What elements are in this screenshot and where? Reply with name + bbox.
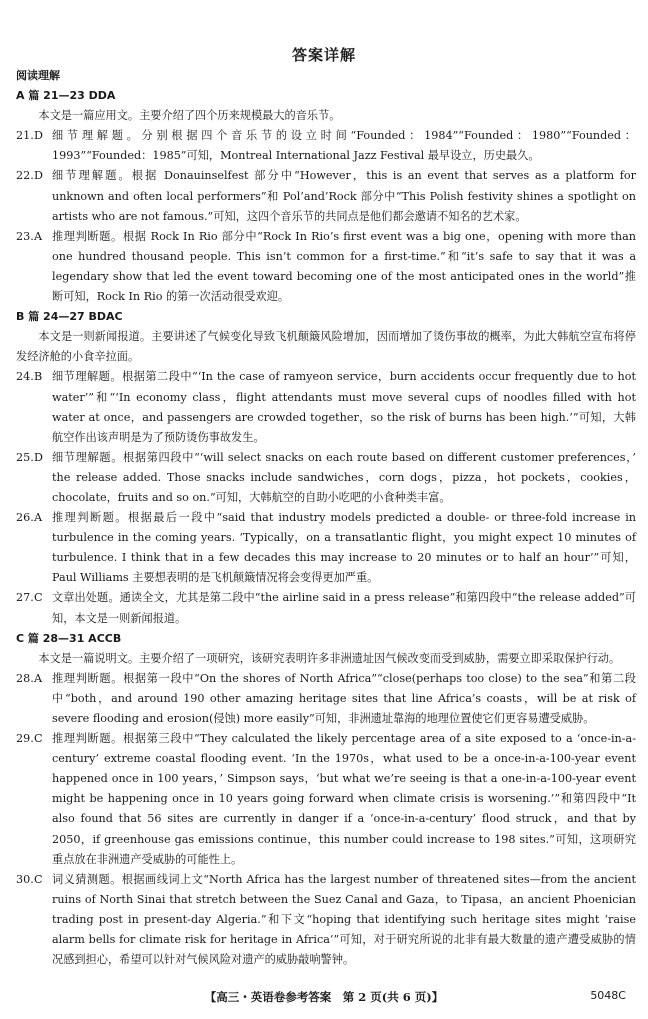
item-number: 27.	[16, 591, 34, 605]
passage-a-header: A 篇 21—23 DDA	[16, 89, 116, 103]
item-explanation: 细节理解题。根据 Donauinselfest 部分中“However，this is an event that serves as a platform for unknown and often local performers”和 Pol’and’Rock 部分中“This Polish festivity shines a spotlight on artists who are not famous.”可知，这四个音乐节的共同点是他们都会邀请不知名的艺术家。	[52, 169, 636, 223]
item-explanation: 推理判断题。根据第三段中“They calculated the likely percentage area of a site exposed to a ‘once-in-a-century’ extreme coastal flooding event. ‘In the 1970s，what used to be a once-in-a-100-year event happened once in 100 years，’ Simpson says，‘but what we’re seeing is that a one-in-a-100-year event might be happening once in 10 years going forward when climate crisis is worsening.’”和第四段中“It also found that 56 sites are currently in danger if a ‘once-in-a-century’ flood struck，and that by 2050，if greenhouse gas emissions continue，this number could increase to 198 sites.”可知，这项研究重点放在非洲遗产受威胁的可能性上。	[52, 732, 636, 866]
passage-b-intro: 本文是一则新闻报道。主要讲述了气候变化导致飞机颠簸风险增加，因而增加了烫伤事故的概率，为此大韩航空宣布将停发经济舱的小食辛拉面。	[16, 330, 636, 364]
item-answer: D	[34, 450, 43, 464]
section-heading: 阅读理解	[16, 69, 60, 82]
passage-c-header: C 篇 28—31 ACCB	[16, 631, 122, 645]
page-content	[16, 66, 636, 970]
footer-code: 5048C	[590, 989, 626, 1002]
answer-item-26	[16, 508, 636, 588]
item-answer: A	[34, 511, 43, 525]
item-answer: C	[34, 732, 43, 746]
item-explanation: 推理判断题。根据第一段中“On the shores of North Africa”“close(perhaps too close) to the sea”和第二段中“both，and around 190 other amazing heritage sites that line Africa’s coasts，will be at risk of severe flooding and erosion(侵蚀) more easily”可知，非洲遗址靠海的地理位置使它们更容易遭受威胁。	[52, 671, 636, 725]
item-answer: D	[34, 169, 43, 183]
item-number: 28.	[16, 671, 34, 685]
answer-item-25	[16, 448, 636, 508]
passage-c-intro: 本文是一篇说明文。主要介绍了一项研究，该研究表明许多非洲遗址因气候改变而受到威胁，需要立即采取保护行动。	[38, 651, 621, 665]
item-number: 29.	[16, 732, 34, 746]
item-number: 22.	[16, 169, 34, 183]
item-explanation: 细节理解题。分别根据四个音乐节的设立时间“Founded：1984”“Founded：1980”“Founded：1993”“Founded：1985”可知，Montreal International Jazz Festival 最早设立，历史最久。	[52, 129, 636, 163]
answer-item-30	[16, 870, 636, 970]
footer-page-info: 【高三・英语卷参考答案 第 2 页(共 6 页)】	[204, 990, 444, 1004]
item-explanation: 细节理解题。根据第二段中“‘In the case of ramyeon service，burn accidents occur frequently due to hot water’”和“‘In economy class，flight attendants must move several cups of noodles filled with hot water at once，and passengers are crowded together，so the risk of burns has been high.’”可知，大韩航空作出该声明是为了预防烫伤事故发生。	[52, 370, 636, 444]
item-explanation: 词义猜测题。根据画线词上文“North Africa has the largest number of threatened sites—from the ancient ruins of North Sinai that stretch between the Suez Canal and Gaza，to Tipasa，an ancient Phoenician trading post in present-day Algeria.”和下文“hoping that identifying such heritage sites might ‘raise alarm bells for climate risk for heritage in Africa’”可知，对于研究所说的北非有最大数量的遗产遭受威胁的情况感到担心，希望可以针对气候风险对遗产的威胁敲响警钟。	[52, 872, 636, 967]
item-number: 26.	[16, 511, 34, 525]
item-explanation: 文章出处题。通读全文，尤其是第二段中“the airline said in a press release”和第四段中“the release added”可知，本文是一则新闻报道。	[52, 591, 636, 625]
item-answer: D	[34, 129, 43, 143]
item-explanation: 推理判断题。根据最后一段中“said that industry models predicted a double- or three-fold increase in turbulence in the coming years. ‘Typically，on a transatlantic flight，you might expect 10 minutes of turbulence. I think that in a few decades this may increase to 20 minutes or to half an hour’”可知，Paul Williams 主要想表明的是飞机颠簸情况将会变得更加严重。	[52, 511, 636, 585]
item-number: 21.	[16, 129, 34, 143]
passage-b-header: B 篇 24—27 BDAC	[16, 310, 123, 324]
answer-item-27	[16, 588, 636, 628]
item-answer: C	[34, 872, 43, 886]
answer-item-22	[16, 166, 636, 226]
item-answer: B	[34, 370, 43, 384]
item-explanation: 推理判断题。根据 Rock In Rio 部分中“Rock In Rio’s first event was a big one，opening with more than one hundred thousand people. This isn’t common for a first-time.”和“it’s safe to say that it was a legendary show that led the event toward becoming one of the most anticipated ones in the world”推断可知，Rock In Rio 的第一次活动很受欢迎。	[52, 229, 636, 304]
item-answer: C	[34, 591, 43, 605]
passage-a-intro: 本文是一篇应用文。主要介绍了四个历来规模最大的音乐节。	[38, 109, 341, 123]
answer-item-28	[16, 669, 636, 729]
answer-item-23	[16, 227, 636, 307]
item-answer: A	[34, 671, 43, 685]
item-number: 25.	[16, 450, 34, 464]
answer-item-24	[16, 367, 636, 447]
item-number: 30.	[16, 872, 34, 886]
answer-item-21	[16, 126, 636, 166]
item-number: 24.	[16, 370, 34, 384]
item-number: 23.	[16, 229, 34, 243]
item-answer: A	[34, 229, 43, 243]
page-title: 答案详解	[291, 46, 356, 64]
item-explanation: 细节理解题。根据第四段中“‘will select snacks on each route based on different customer preferences，’ the release added. Those snacks include sandwiches，corn dogs，pizza，hot pockets，cookies，chocolate，fruits and so on.”可知，大韩航空的自助小吃吧的小食种类丰富。	[52, 450, 636, 504]
answer-item-29	[16, 729, 636, 870]
